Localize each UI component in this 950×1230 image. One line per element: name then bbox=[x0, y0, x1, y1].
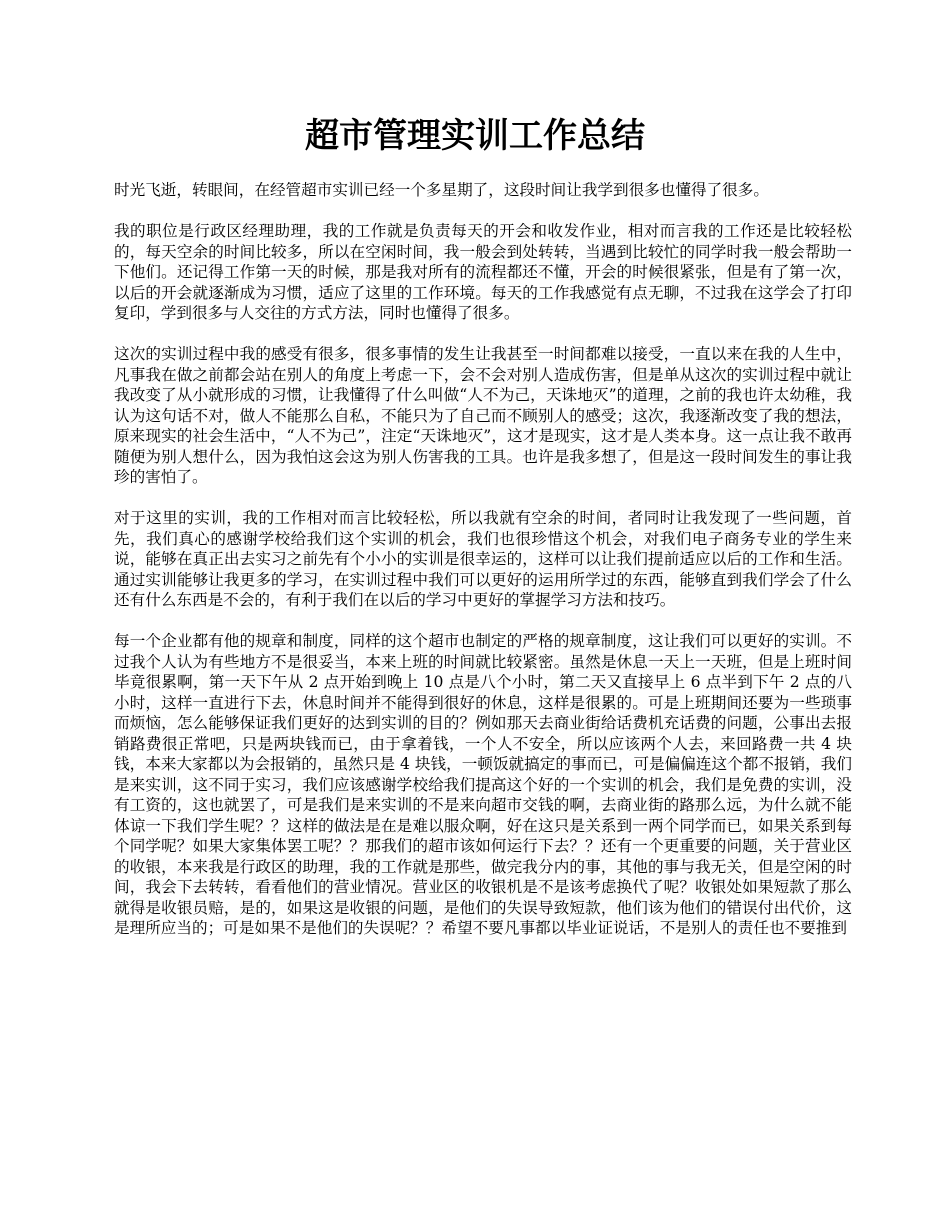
document-title: 超市管理实训工作总结 bbox=[305, 116, 645, 156]
paragraph-2: 我的职位是行政区经理助理，我的工作就是负责每天的开会和收发作业，相对而言我的工作还是比较轻松的，每天空余的时间比较多，所以在空闲时间，我一般会到处转转，当遇到比较忙的同学时我一般会帮助一下他们。还记得工作第一天的时候，那是我对所有的流程都还不懂，开会的时候很紧张，但是有了第一次，以后的开会就逐渐成为习惯，适应了这里的工作环境。每天的工作我感觉有点无聊，不过我在这学会了打印复印，学到很多与人交往的方式方法，同时也懂得了很多。 bbox=[114, 222, 852, 322]
paragraph-3: 这次的实训过程中我的感受有很多，很多事情的发生让我甚至一时间都难以接受，一直以来在我的人生中，凡事我在做之前都会站在别人的角度上考虑一下，会不会对别人造成伤害，但是单从这次的实训过程中就让我改变了从小就形成的习惯，让我懂得了什么叫做“人不为己，天诛地灭”的道理，之前的我也许太幼稚，我认为这句话不对，做人不能那么自私，不能只为了自己而不顾别人的感受；这次，我逐渐改变了我的想法，原来现实的社会生活中，“人不为己”，注定“天诛地灭”，这才是现实，这才是人类本身。这一点让我不敢再随便为别人想什么，因为我怕这会这为别人伤害我的工具。也许是我多想了，但是这一段时间发生的事让我珍的害怕了。 bbox=[114, 345, 852, 486]
paragraph-4: 对于这里的实训，我的工作相对而言比较轻松，所以我就有空余的时间，者同时让我发现了一些问题，首先，我们真心的感谢学校给我们这个实训的机会，我们也很珍惜这个机会，对我们电子商务专业的学生来说，能够在真正出去实习之前先有个小小的实训是很幸运的，这样可以让我们提前适应以后的工作和生活。通过实训能够让我更多的学习，在实训过程中我们可以更好的运用所学过的东西，能够直到我们学会了什么还有什么东西是不会的，有利于我们在以后的学习中更好的掌握学习方法和技巧。 bbox=[114, 509, 852, 609]
paragraph-5: 每一个企业都有他的规章和制度，同样的这个超市也制定的严格的规章制度，这让我们可以更好的实训。不过我个人认为有些地方不是很妥当，本来上班的时间就比较紧密。虽然是休息一天上一天班，但是上班时间毕竟很累啊，第一天下午从 2 点开始到晚上 10 点是八个小时，第二天又直接早上 6 点半到下午 2 点的八小时，这样一直进行下去，休息时间并不能得到很好的休息，这样是很累的。可是上班期间还要为一些琐事而烦恼，怎么能够保证我们更好的达到实训的目的？例如那天去商业街给话费机充话费的问题，公事出去报销路费很正常吧，只是两块钱而已，由于拿着钱，一个人不安全，所以应该两个人去，来回路费一共 4 块钱，本来大家都以为会报销的，虽然只是 4 块钱，一顿饭就搞定的事而已，可是偏偏连这个都不报销，我们是来实训，这不同于实习，我们应该感谢学校给我们提高这个好的一个实训的机会，我们是免费的实训，没有工资的，这也就罢了，可是我们是来实训的不是来向超市交钱的啊，去商业街的路那么远，为什么就不能体谅一下我们学生呢？？这样的做法是在是难以服众啊，好在这只是关系到一两个同学而已，如果关系到每个同学呢？如果大家集体罢工呢？？那我们的超市该如何运行下去？？还有一个更重要的问题，关于营业区的收银，本来我是行政区的助理，我的工作就是那些，做完我分内的事，其他的事与我无关，但是空闲的时间，我会下去转转，看看他们的营业情况。营业区的收银机是不是该考虑换代了呢？收银处如果短款了那么就得是收银员赔，是的，如果这是收银的问题，是他们的失误导致短款，他们该为他们的错误付出代价，这是理所应当的；可是如果不是他们的失误呢？？希望不要凡事都以毕业证说话，不是别人的责任也不要推到 bbox=[114, 632, 852, 937]
paragraph-1: 时光飞逝，转眼间，在经管超市实训已经一个多星期了，这段时间让我学到很多也懂得了很多。 bbox=[114, 181, 769, 199]
document-body bbox=[114, 180, 852, 959]
